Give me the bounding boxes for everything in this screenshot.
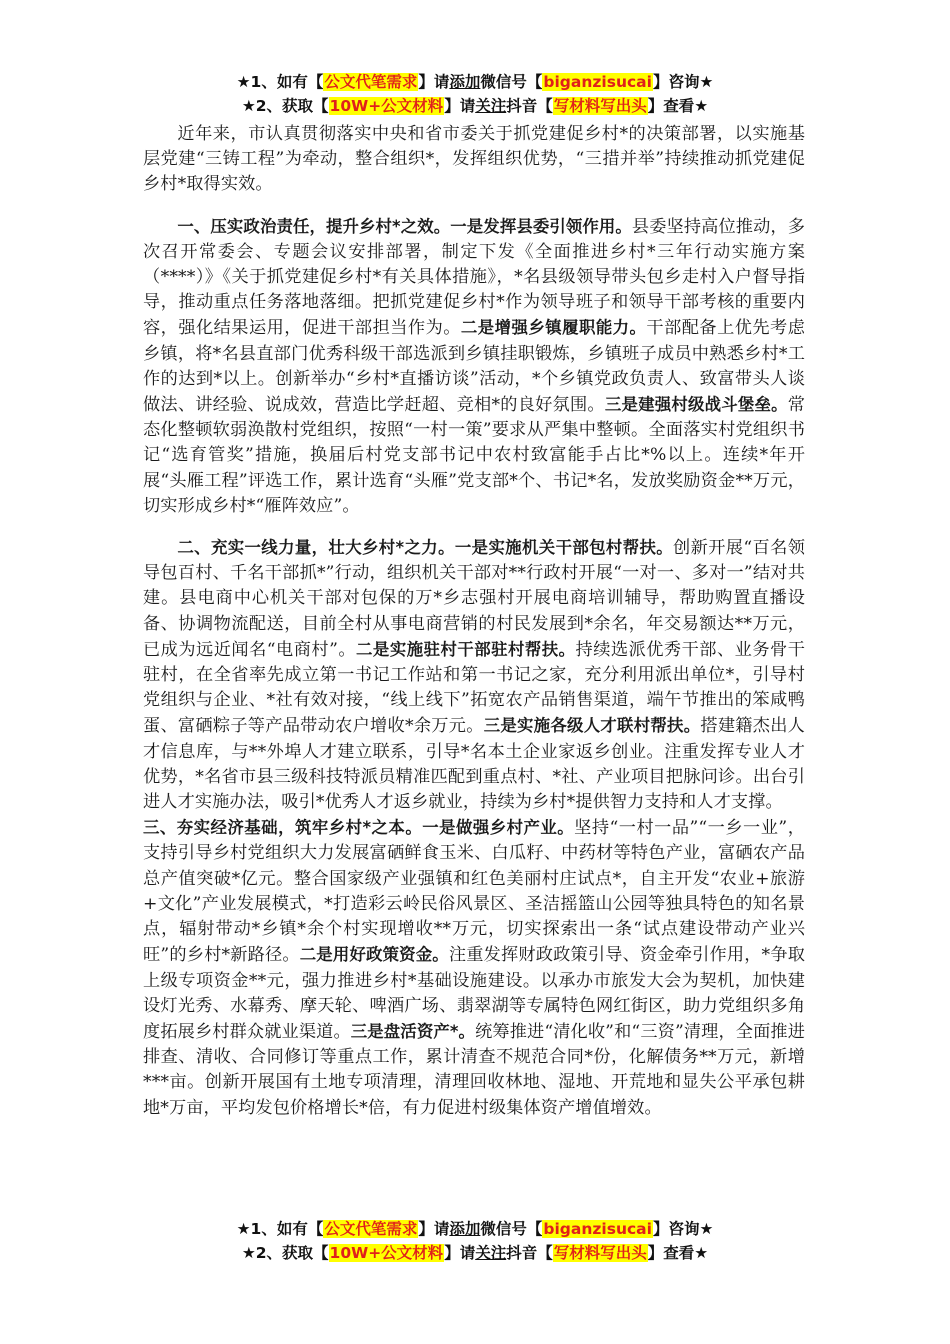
banner-text: 】咨询★ xyxy=(652,73,714,91)
document-body xyxy=(143,122,805,1121)
banner-line-1-top xyxy=(0,70,950,94)
banner-underlined-text: 添加 xyxy=(449,1220,481,1238)
section-1-point-1-title: 一是发挥县委引领作用。 xyxy=(450,216,632,236)
banner-text: 抖音【 xyxy=(506,1244,553,1262)
section-2-point-2-title: 二是实施驻村干部驻村帮扶。 xyxy=(356,639,576,659)
banner-text: ★1、如有【 xyxy=(236,73,324,91)
banner-highlight: 10W+公文材料 xyxy=(329,1244,444,1262)
banner-underlined-text: 关注 xyxy=(475,1244,507,1262)
banner-text: 微信号【 xyxy=(480,1220,543,1238)
banner-text: ★2、获取【 xyxy=(241,97,329,115)
section-3-point-1-text: 坚持“一村一品”“一乡一业”，支持引导乡村党组织大力发展富硒鲜食玉米、白瓜籽、中药材等特色产业，富硒农产品总产值突破*亿元。整合国家级产业强镇和红色美丽村庄试点*，自主开发“农业+旅游+文化”产业发展模式，*打造彩云岭民俗风景区、圣洁摇篮山公园等独具特色的知名景点，辐射带动*乡镇*余个村实现增收**万元，切实探索出一条“试点建设带动产业兴旺”的乡村*新路径。 xyxy=(143,818,805,966)
banner-text: 微信号【 xyxy=(480,73,543,91)
section-1-point-2-title: 二是增强乡镇履职能力。 xyxy=(460,318,647,338)
section-2-heading: 二、充实一线力量，壮大乡村*之力。 xyxy=(177,538,455,558)
section-2-point-2-text: 持续选派优秀干部、业务骨干驻村，在全省率先成立第一书记工作站和第一书记之家，充分利用派出单位*，引导村党组织与企业、*社有效对接，“线上线下”拓宽农产品销售渠道，端午节推出的笨咸鸭蛋、富硒粽子等产品带动农户增收*余万元。 xyxy=(143,639,805,737)
section-3-paragraph xyxy=(143,815,805,1120)
banner-line-1-bottom xyxy=(0,1217,950,1241)
section-1-point-2-text: 干部配备上优先考虑乡镇，将*名县直部门优秀科级干部选派到乡镇挂职锻炼，乡镇班子成员中熟悉乡村*工作的达到*以上。创新举办“乡村*直播访谈”活动，*个乡镇党政负责人、致富带头人谈做法、讲经验、说成效，营造比学赶超、竞相*的良好氛围。 xyxy=(143,318,805,416)
section-1-paragraph xyxy=(143,214,805,519)
section-1-point-1-text: 县委坚持高位推动，多次召开常委会、专题会议安排部署，制定下发《全面推进乡村*三年行动实施方案（****）》《关于抓党建促乡村*有关具体措施》，*名县级领导带头包乡走村入户督导指导，推动重点任务落地落细。把抓党建促乡村*作为领导班子和领导干部考核的重要内容，强化结果运用，促进干部担当作为。 xyxy=(143,216,805,339)
banner-line-2-bottom xyxy=(0,1241,950,1265)
banner-underlined-text: 添加 xyxy=(449,73,481,91)
banner-highlight: 写材料写出头 xyxy=(553,1244,647,1262)
banner-underlined-text: 关注 xyxy=(475,97,507,115)
banner-highlight: 公文代笔需求 xyxy=(324,1220,418,1238)
banner-text: 】请 xyxy=(444,1244,476,1262)
section-2-point-3-text: 搭建籍杰出人才信息库，与**外埠人才建立联系，引导*名本土企业家返乡创业。注重发挥专业人才优势，*名省市县三级科技特派员精准匹配到重点村、*社、产业项目把脉问诊。出台引进人才实施办法，吸引*优秀人才返乡就业，持续为乡村*提供智力支持和人才支撑。 xyxy=(143,716,805,813)
section-1-point-3-text: 常态化整顿软弱涣散村党组织，按照“一村一策”要求从严集中整顿。全面落实村党组织书记“选育管奖”措施，换届后村党支部书记中农村致富能手占比*%以上。连续*年开展“头雁工程”评选工作，累计选育“头雁”党支部*个、书记*名，发放奖励资金**万元，切实形成乡村*“雁阵效应”。 xyxy=(143,395,805,516)
section-3-point-1-title: 一是做强乡村产业。 xyxy=(422,818,575,838)
banner-text: 】请 xyxy=(418,73,450,91)
section-2-point-1-text: 创新开展“百名领导包百村、千名干部抓*”行动，组织机关干部对**行政村开展“一对一、多对一”结对共建。县电商中心机关干部对包保的万*乡志强村开展电商培训辅导，帮助购置直播设备、协调物流配送，目前全村从事电商营销的村民发展到*余名，年交易额达**万元，已成为远近闻名“电商村”。 xyxy=(143,538,805,660)
banner-text: ★2、获取【 xyxy=(241,1244,329,1262)
banner-text: 】查看★ xyxy=(647,97,709,115)
banner-highlight: biganzisucai xyxy=(543,73,652,91)
section-2-point-3-title: 三是实施各级人才联村帮扶。 xyxy=(483,716,701,736)
section-3-point-2-text: 注重发挥财政政策引导、资金牵引作用，*争取上级专项资金**元，强力推进乡村*基础设施建设。以承办市旅发大会为契机，加快建设灯光秀、水幕秀、摩天轮、啤酒广场、翡翠湖等专属特色网红街区，助力党组织多角度拓展乡村群众就业渠道。 xyxy=(143,945,805,1042)
section-3-point-2-title: 二是用好政策资金。 xyxy=(299,945,449,965)
section-3-point-3-title: 三是盘活资产*。 xyxy=(350,1021,476,1041)
intro-paragraph: 近年来，市认真贯彻落实中央和省市委关于抓党建促乡村*的决策部署，以实施基层党建“三铸工程”为牵动，整合组织*，发挥组织优势，“三措并举”持续推动抓党建促乡村*取得实效。 xyxy=(143,124,805,195)
banner-highlight: 10W+公文材料 xyxy=(329,97,444,115)
section-2-point-1-title: 一是实施机关干部包村帮扶。 xyxy=(454,538,674,558)
banner-text: 】查看★ xyxy=(647,1244,709,1262)
section-3-heading: 三、夯实经济基础，筑牢乡村*之本。 xyxy=(143,818,423,838)
banner-line-2-top xyxy=(0,94,950,118)
section-1-heading: 一、压实政治责任，提升乡村*之效。 xyxy=(177,216,451,236)
section-3-point-3-text: 统筹推进“清化收”和“三资”清理，全面推进排查、清收、合同修订等重点工作，累计清查不规范合同*份，化解债务**万元，新增***亩。创新开展国有土地专项清理，清理回收林地、湿地、开荒地和显失公平承包耕地*万亩，平均发包价格增长*倍，有力促进村级集体资产增值增效。 xyxy=(143,1021,806,1118)
banner-text: 】请 xyxy=(418,1220,450,1238)
banner-highlight: biganzisucai xyxy=(543,1220,652,1238)
section-1-point-3-title: 三是建强村级战斗堡垒。 xyxy=(604,395,788,415)
banner-highlight: 写材料写出头 xyxy=(553,97,647,115)
section-2-paragraph xyxy=(143,535,805,815)
banner-highlight: 公文代笔需求 xyxy=(324,73,418,91)
banner-text: ★1、如有【 xyxy=(236,1220,324,1238)
banner-text: 】咨询★ xyxy=(652,1220,714,1238)
banner-text: 抖音【 xyxy=(506,97,553,115)
banner-text: 】请 xyxy=(444,97,476,115)
